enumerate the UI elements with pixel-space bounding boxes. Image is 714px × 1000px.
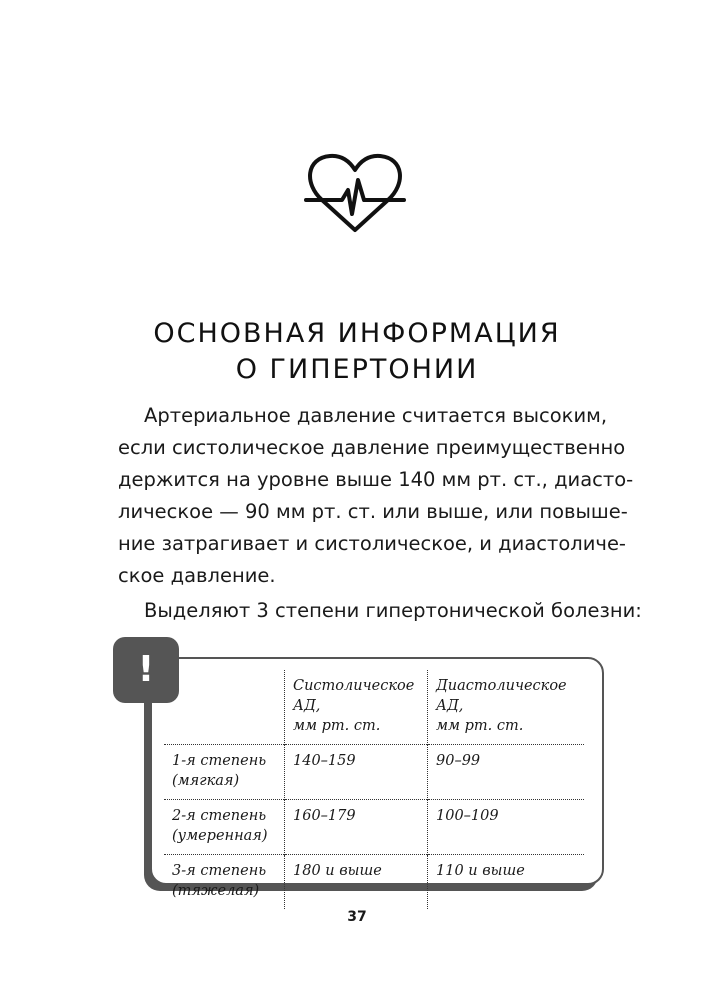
systolic-cell: 160–179 bbox=[285, 800, 428, 855]
table-row bbox=[164, 800, 584, 855]
body-paragraph bbox=[118, 400, 642, 627]
table-row bbox=[164, 855, 584, 910]
paragraph-line: если систолическое давление преимущественно bbox=[118, 436, 626, 459]
intro-text: Выделяют 3 степени гипертонической болезни: bbox=[144, 599, 642, 622]
systolic-cell: 140–159 bbox=[285, 745, 428, 800]
paragraph-line: держится на уровне выше 140 мм рт. ст., диасто- bbox=[118, 468, 634, 491]
heart-pulse-icon bbox=[302, 152, 408, 234]
page-title: ОСНОВНАЯ ИНФОРМАЦИЯ bbox=[153, 318, 561, 349]
paragraph-line: Артериальное давление считается высоким, bbox=[144, 404, 608, 427]
page-title-line2: О ГИПЕРТОНИИ bbox=[235, 354, 479, 385]
grade-cell: 1-я степень (мягкая) bbox=[164, 745, 285, 800]
exclamation-icon: ! bbox=[113, 637, 179, 703]
table-header-row bbox=[164, 670, 584, 745]
grade-cell: 3-я степень (тяжелая) bbox=[164, 855, 285, 910]
diastolic-cell: 110 и выше bbox=[428, 855, 585, 910]
paragraph-line: ское давление. bbox=[118, 564, 276, 587]
paragraph-line: ние затрагивает и систолическое, и диастоличе- bbox=[118, 532, 626, 555]
page-number: 37 bbox=[347, 909, 367, 925]
header-cell-diastolic: Диастолическое АД, мм рт. ст. bbox=[428, 670, 585, 745]
paragraph-line: лическое — 90 мм рт. ст. или выше, или повыше- bbox=[118, 500, 628, 523]
header-cell-empty bbox=[164, 670, 285, 745]
grade-cell: 2-я степень (умеренная) bbox=[164, 800, 285, 855]
header-cell-systolic: Систолическое АД, мм рт. ст. bbox=[285, 670, 428, 745]
systolic-cell: 180 и выше bbox=[285, 855, 428, 910]
diastolic-cell: 90–99 bbox=[428, 745, 585, 800]
table-row bbox=[164, 745, 584, 800]
diastolic-cell: 100–109 bbox=[428, 800, 585, 855]
hypertension-table bbox=[164, 670, 584, 909]
